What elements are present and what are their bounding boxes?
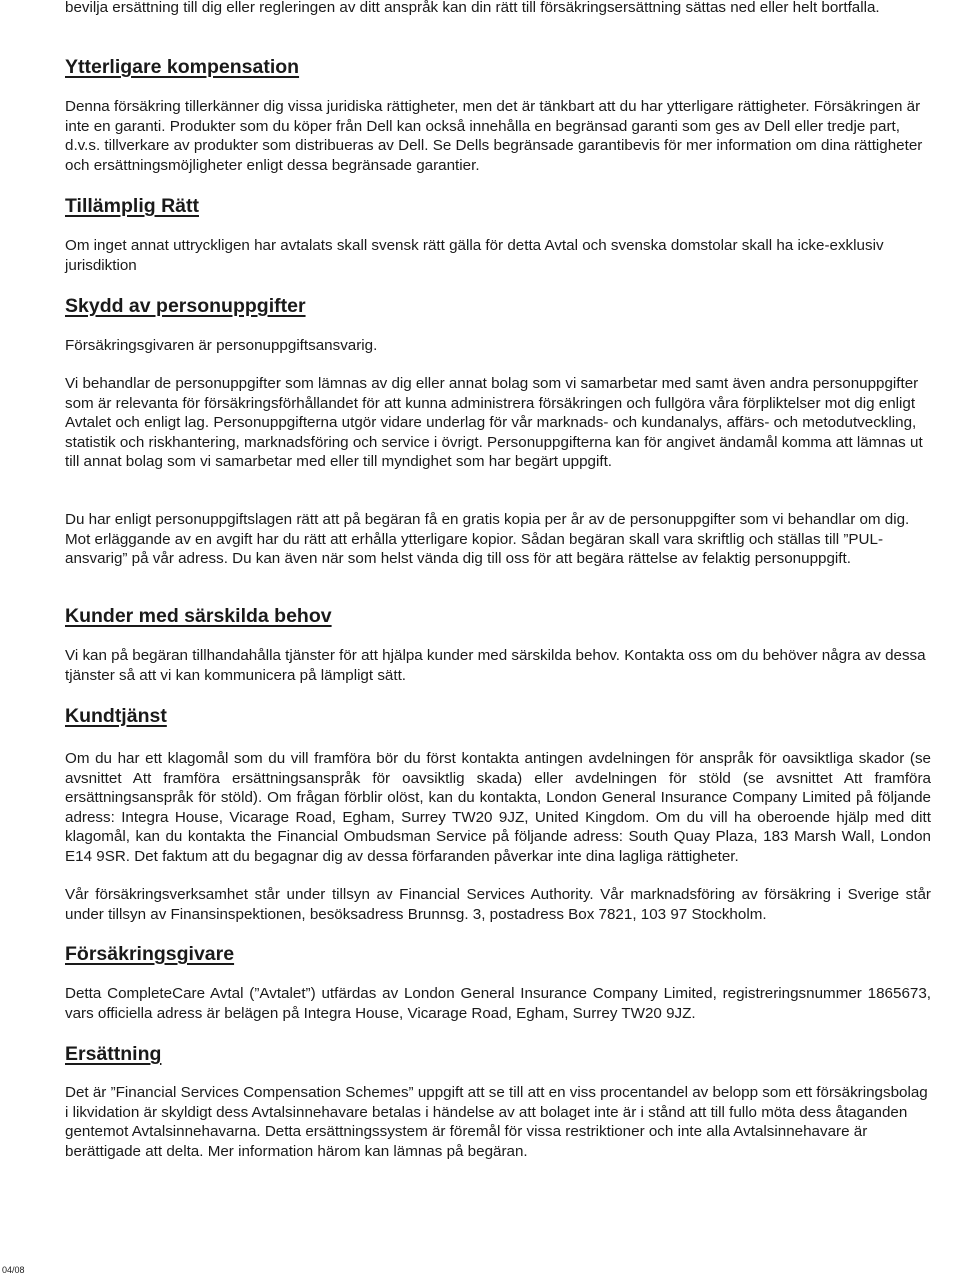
paragraph-ersattning: Det är ”Financial Services Compensation Schemes” uppgift att se till att en viss procentandel av belopp som ett försäkringsbolag i likvidation är skyldigt dess Avtalsinnehavare betalas i händelse av att bolaget inte är i stånd att till fullo möta dess åtaganden gentemot Avtalsinnehavarna. Detta ersättningssystem är föremål för vissa restriktioner och inte alla Avtalsinnehavare är berättigade att delta. Mer information härom kan lämnas på begäran. [65,1084,928,1160]
paragraph-kunder-med-sarskilda-behov: Vi kan på begäran tillhandahålla tjänster för att hjälpa kunder med särskilda behov. Kontakta oss om du behöver några av dessa tjänster så att vi kan kommunicera på lämpligt sätt. [65,647,926,684]
heading-tillamplig-ratt: Tillämplig Rätt [65,195,199,217]
heading-ersattning: Ersättning [65,1043,162,1065]
heading-kundtjanst: Kundtjänst [65,705,167,727]
paragraph-ytterligare-kompensation: Denna försäkring tillerkänner dig vissa juridiska rättigheter, men det är tänkbart att du har ytterligare rättigheter. Försäkringen är inte en garanti. Produkter som du köper från Dell kan också innehålla en begränsad garanti som ges av Dell eller tredje part, d.v.s. tillverkare av produkter som distribueras av Dell. Se Dells begränsade garantibevis för mer information om dina rättigheter och ersättningsmöjligheter enligt dessa begränsade garantier. [65,98,923,174]
paragraph-personuppgifter-rattigheter: Du har enligt personuppgiftslagen rätt att på begäran få en gratis kopia per år av de personuppgifter som vi behandlar om dig. Mot erläggande av en avgift har du rätt att erhålla ytterligare kopior. Sådan begäran skall vara skriftlig och ställas till ”PUL-ansvarig” på vår adress. Du kan även när som helst vända dig till oss för att begära rättelse av felaktig personuppgift. [65,511,910,568]
heading-skydd-av-personuppgifter: Skydd av personuppgifter [65,295,306,317]
heading-forsakringsgivare: Försäkringsgivare [65,943,235,965]
page-number: 04/08 [2,1265,25,1275]
paragraph-personuppgifter-behandling: Vi behandlar de personuppgifter som lämnas av dig eller annat bolag som vi samarbetar med samt även andra personuppgifter som är relevanta för försäkringsförhållandet för att kunna administrera försäkringen och fullgöra våra förpliktelser mot dig enligt Avtalet och enligt lag. Personuppgifterna utgör vidare underlag för vår marknads- och kundanalys, affärs- och metodutveckling, statistik och riskhantering, marknadsföring och service i övrigt. Personuppgifterna kan för angivet ändamål komma att lämnas ut till annat bolag som vi samarbetar med eller till myndighet som har begärt uppgift. [65,375,923,471]
paragraph-forsakringsgivare: Detta CompleteCare Avtal (”Avtalet”) utfärdas av London General Insurance Company Limited, registreringsnummer 1865673, vars officiella adress är belägen på Integra House, Vicarage Road, Egham, Surrey TW20 9JZ. [65,985,931,1022]
paragraph-personuppgiftsansvarig: Försäkringsgivaren är personuppgiftsansvarig. [65,337,378,354]
paragraph-tillamplig-ratt: Om inget annat uttryckligen har avtalats skall svensk rätt gälla för detta Avtal och svenska domstolar skall ha icke-exklusiv jurisdiktion [65,237,884,274]
heading-ytterligare-kompensation: Ytterligare kompensation [65,56,300,78]
paragraph-kundtjanst-tillsyn: Vår försäkringsverksamhet står under tillsyn av Financial Services Authority. Vår marknadsföring av försäkring i Sverige står under tillsyn av Finansinspektionen, besöksadress Brunnsg. 3, postadress Box 7821, 103 97 Stockholm. [65,886,931,923]
paragraph-kundtjanst-klagomal: Om du har ett klagomål som du vill framföra bör du först kontakta antingen avdelningen för anspråk för oavsiktliga skador (se avsnittet Att framföra ersättningsanspråk för oavsiktlig skada) eller avdelningen för stöld (se avsnittet Att framföra ersättningsanspråk för stöld). Om frågan förblir olöst, kan du kontakta, London General Insurance Company Limited på följande adress: Integra House, Vicarage Road, Egham, Surrey TW20 9JZ, United Kingdom. Om du vill ha oberoende hjälp med ditt klagomål, kan du kontakta the Financial Ombudsman Service på följande adress: South Quay Plaza, 183 Marsh Wall, London E14 9SR. Det faktum att du begagnar dig av dessa förfaranden påverkar inte dina lagliga rättigheter. [65,750,931,865]
intro-tail-paragraph: bevilja ersättning till dig eller regleringen av ditt anspråk kan din rätt till försäkringsersättning sättas ned eller helt bortfalla. [65,0,880,16]
heading-kunder-med-sarskilda-behov: Kunder med särskilda behov [65,605,332,627]
